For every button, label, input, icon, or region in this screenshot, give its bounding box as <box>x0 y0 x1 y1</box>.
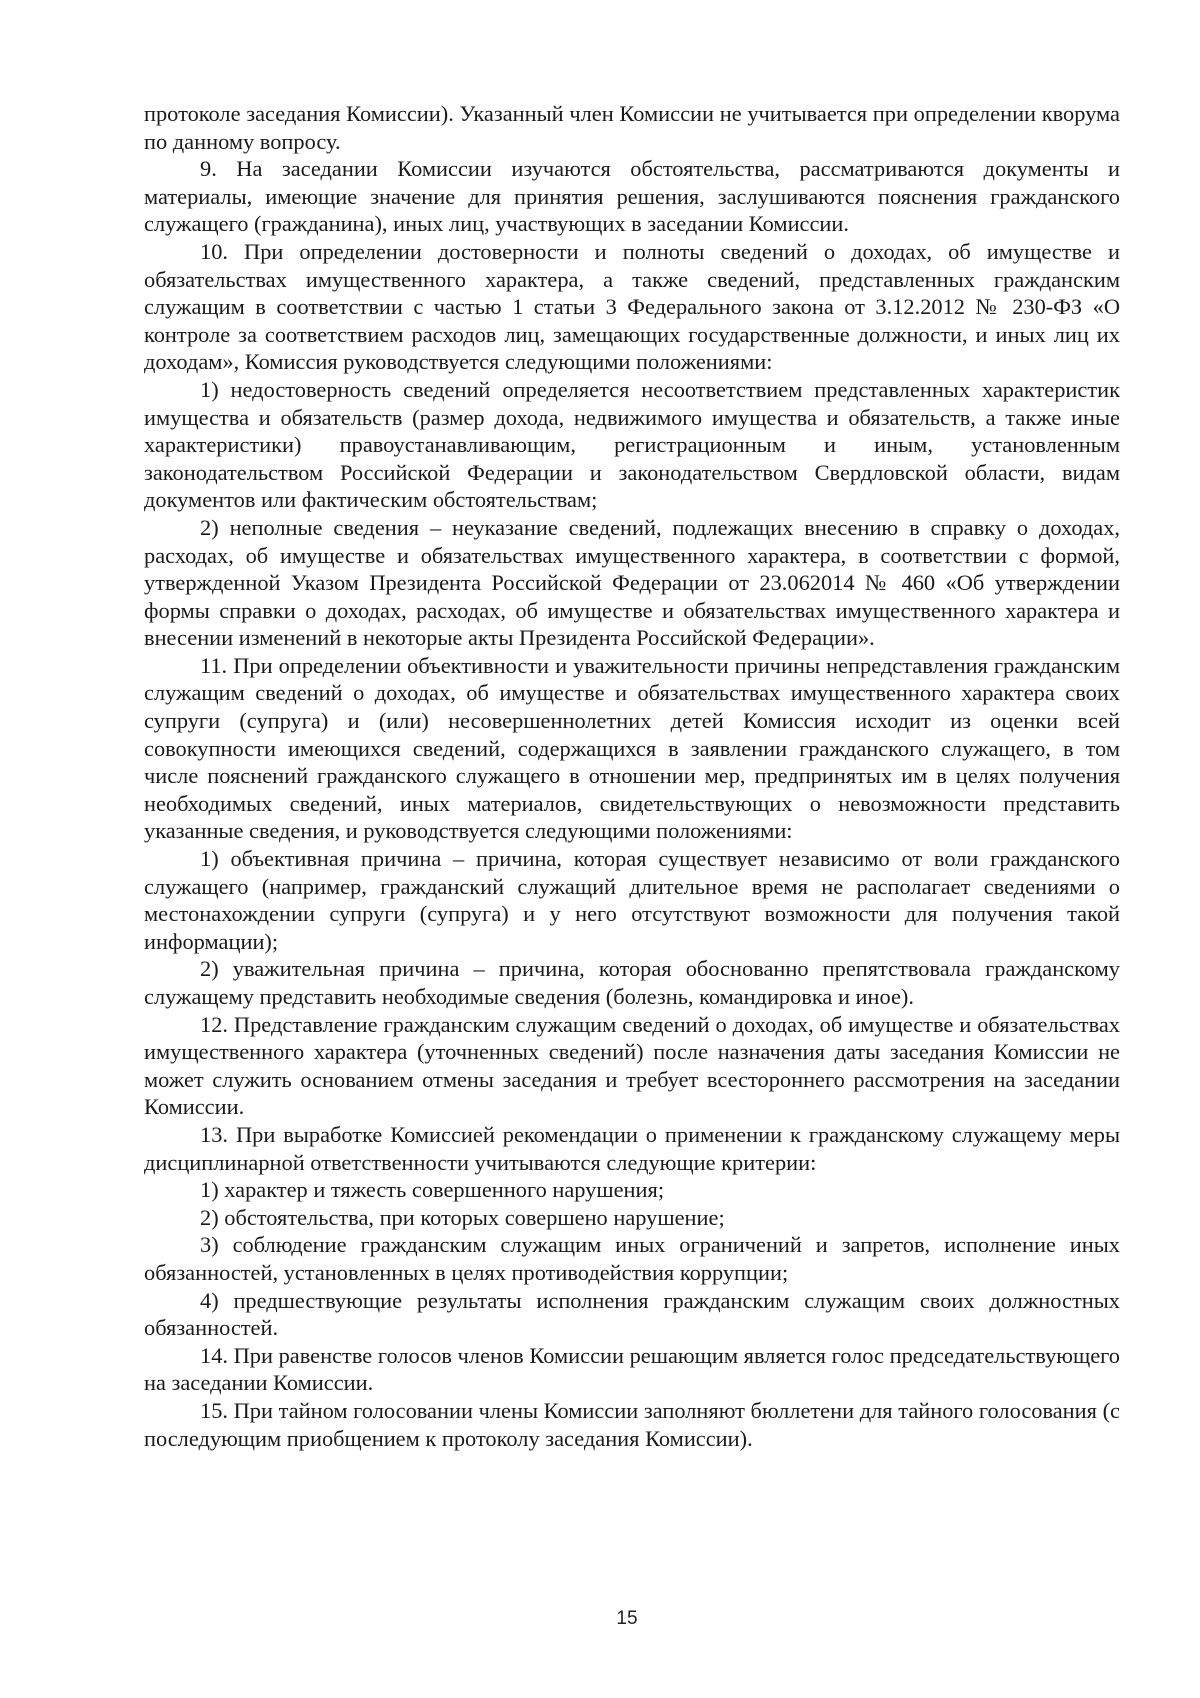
paragraph-item-10-sub-2: 2) неполные сведения – неуказание сведений, подлежащих внесению в справку о доходах, расходах, об имуществе и обязательствах имущественного характера, в соответствии с формой, утвержденной Указом Президента Российской Федерации от 23.062014 № 460 «Об утверждении формы справки о доходах, расходах, об имуществе и обязательствах имущественного характера и внесении изменений в некоторые акты Президента Российской Федерации». <box>144 514 1120 651</box>
paragraph-item-11-sub-1: 1) объективная причина – причина, которая существует независимо от воли гражданского служащего (например, гражданский служащий длительное время не располагает сведениями о местонахождении супруги (супруга) и у него отсутствуют возможности для получения такой информации); <box>144 846 1120 954</box>
paragraph-item-10: 10. При определении достоверности и полноты сведений о доходах, об имуществе и обязательствах имущественного характера, а также сведений, представленных гражданским служащим в соответствии с частью 1 статьи 3 Федерального закона от 3.12.2012 № 230-ФЗ «О контроле за соответствием расходов лиц, замещающих государственные должности, и иных лиц их доходам», Комиссия руководствуется следующими положениями: <box>144 238 1120 375</box>
paragraph-item-13-sub-2: 2) обстоятельства, при которых совершено нарушение; <box>200 1204 725 1230</box>
paragraph-item-14: 14. При равенстве голосов членов Комиссии решающим является голос председательствующего на заседании Комиссии. <box>144 1342 1120 1396</box>
page-number: 15 <box>616 1608 638 1629</box>
paragraph-item-10-sub-1: 1) недостоверность сведений определяется несоответствием представленных характеристик имущества и обязательств (размер дохода, недвижимого имущества и обязательств, а также иные характеристики) правоустанавливающим, регистрационным и иным, установленным законодательством Российской Федерации и законодательством Свердловской области, видам документов или фактическим обстоятельствам; <box>144 376 1120 513</box>
paragraph-continuation: протоколе заседания Комиссии). Указанный член Комиссии не учитывается при определении кворума по данному вопросу. <box>144 101 1120 154</box>
paragraph-item-11-sub-2: 2) уважительная причина – причина, которая обоснованно препятствовала гражданскому служащему представить необходимые сведения (болезнь, командировка и иное). <box>144 956 1120 1009</box>
paragraph-item-12: 12. Представление гражданским служащим сведений о доходах, об имуществе и обязательствах имущественного характера (уточненных сведений) после назначения даты заседания Комиссии не может служить основанием отмены заседания и требует всестороннего рассмотрения на заседании Комиссии. <box>144 1011 1120 1120</box>
paragraph-item-13-sub-1: 1) характер и тяжесть совершенного нарушения; <box>200 1177 665 1203</box>
paragraph-item-11: 11. При определении объективности и уважительности причины непредставления гражданским служащим сведений о доходах, об имуществе и обязательствах имущественного характера своих супруги (супруга) и (или) несовершеннолетних детей Комиссия исходит из оценки всей совокупности имеющихся сведений, содержащихся в заявлении гражданского служащего, в том числе пояснений гражданского служащего в отношении мер, предпринятых им в целях получения необходимых сведений, иных материалов, свидетельствующих о невозможности представить указанные сведения, и руководствуется следующими положениями: <box>144 652 1120 844</box>
paragraph-item-9: 9. На заседании Комиссии изучаются обстоятельства, рассматриваются документы и материалы, имеющие значение для принятия решения, заслушиваются пояснения гражданского служащего (гражданина), иных лиц, участвующих в заседании Комиссии. <box>144 156 1120 237</box>
paragraph-item-15: 15. При тайном голосовании члены Комиссии заполняют бюллетени для тайного голосования (с последующим приобщением к протоколу заседания Комиссии). <box>144 1397 1120 1451</box>
document-body <box>144 100 1120 1452</box>
paragraph-item-13-sub-3: 3) соблюдение гражданским служащим иных ограничений и запретов, исполнение иных обязанностей, установленных в целях противодействия коррупции; <box>144 1232 1120 1285</box>
paragraph-item-13: 13. При выработке Комиссией рекомендации о применении к гражданскому служащему меры дисциплинарной ответственности учитываются следующие критерии: <box>144 1121 1120 1175</box>
paragraph-item-13-sub-4: 4) предшествующие результаты исполнения гражданским служащим своих должностных обязанностей. <box>144 1287 1120 1341</box>
